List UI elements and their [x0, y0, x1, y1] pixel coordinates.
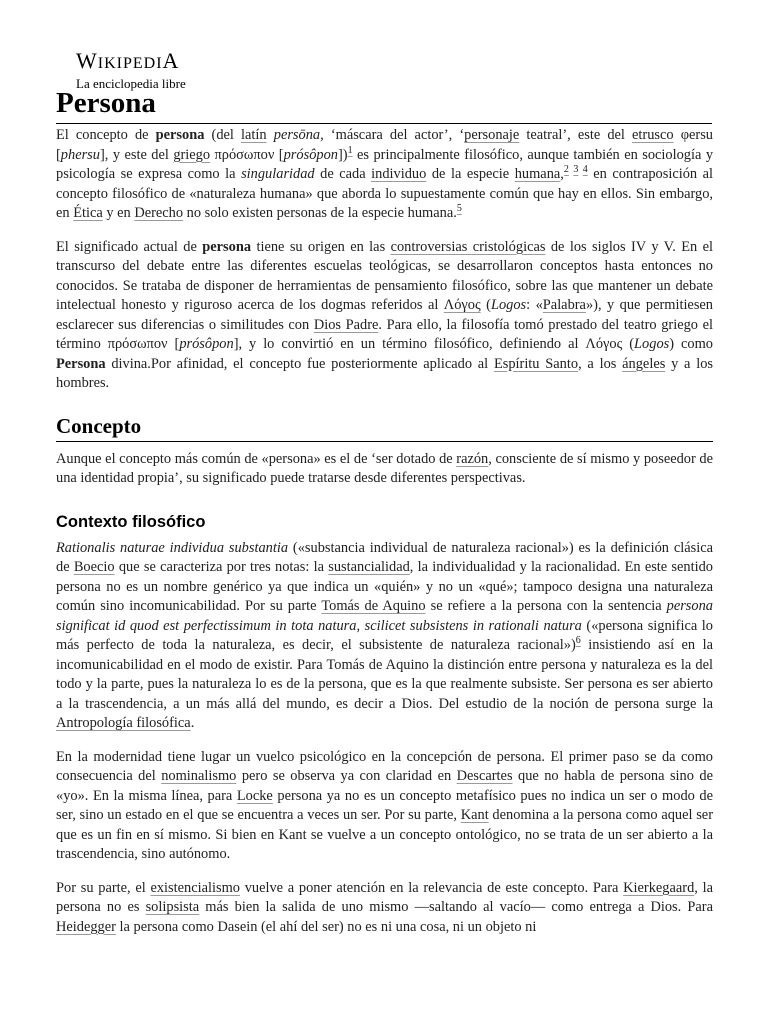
wikipedia-wordmark: WIKIPEDIA — [76, 48, 180, 73]
bold-term-persona: persona — [202, 238, 252, 255]
intro-paragraph-2: El significado actual de persona tiene su origen en las controversias cristológicas de los siglos IV y V. En el transcurso del debate entre las diferentes escuelas teológicas, se desarrollaron conceptos hasta entonces no conocidos. Se trataba de disponer de herramientas de pensamiento filosófico, sobre las que mantener un debate intelectual honesto y riguroso acerca de los dogmas referidos al Λόγος (Logos: «Palabra»), y que permitiesen esclarecer sus diferencias o similitudes con Dios Padre. Para ello, la filosofía tomó prestado del teatro griego el término πρόσωπον [prósôpon], y lo convirtió en un término filosófico, definiendo al Λόγος (Logos) como Persona divina.Por afinidad, el concepto fue posteriormente aplicado al Espíritu Santo, a los ángeles y a los hombres. — [56, 238, 714, 391]
link-razon[interactable]: razón — [456, 450, 489, 467]
page-title: Persona — [56, 84, 712, 124]
link-locke[interactable]: Locke — [236, 787, 273, 804]
link-griego[interactable]: griego — [173, 146, 211, 163]
link-sustancialidad[interactable]: sustancialidad — [328, 559, 410, 575]
link-tomas-de-aquino[interactable]: Tomás de Aquino — [321, 598, 426, 614]
subsection-heading-contexto-filosofico: Contexto filosófico — [56, 512, 206, 531]
intro-paragraph-1: El concepto de persona (del latín persōna, ‘máscara del actor’, ‘personaje teatral’, este del etrusco φersu [phersu], y este del griego πρόσωπον [prósôpon])$^1$ es principalmente filosófico, aunque también en sociología y psicología se expresa como la singularidad de cada individuo de la especie humana,$^{2 3 4}$ en contraposición al concepto filosófico de «naturaleza humana» que aborda lo supuestamente común que hay en ellos. Sin embargo, en Ética y en Derecho no solo existen personas de la especie humana.$^5$ — [56, 127, 714, 221]
wikipedia-tagline: La enciclopedia libre — [76, 76, 186, 91]
link-heidegger[interactable]: Heidegger — [56, 918, 116, 935]
bold-term-persona: persona — [155, 127, 205, 143]
link-antropologia-filosofica[interactable]: Antropología filosófica — [56, 715, 191, 731]
link-palabra[interactable]: Palabra — [542, 297, 586, 313]
section-heading-concepto: Concepto — [56, 412, 713, 442]
link-personaje[interactable]: personaje — [464, 127, 520, 143]
link-existencialismo[interactable]: existencialismo — [150, 879, 240, 896]
link-angeles[interactable]: ángeles — [622, 355, 666, 372]
reference-6[interactable]: 6 — [575, 635, 581, 646]
reference-5[interactable]: 5 — [456, 203, 462, 214]
link-descartes[interactable]: Descartes — [456, 768, 513, 784]
link-boecio[interactable]: Boecio — [73, 559, 115, 575]
reference-1[interactable]: 1 — [347, 144, 353, 156]
link-latin[interactable]: latín — [241, 127, 267, 143]
link-dios-padre[interactable]: Dios Padre — [313, 316, 379, 333]
link-logos[interactable]: Λόγος — [443, 297, 481, 313]
link-humana[interactable]: humana — [514, 166, 561, 182]
link-kierkegaard[interactable]: Kierkegaard — [623, 879, 695, 896]
contexto-paragraph-1: Rationalis naturae individua substantia («substancia individual de naturaleza racional») es la definición clásica de Boecio que se caracteriza por tres notas: la sustancialidad, la individualidad y la racionalidad. En este sentido persona no es un nombre genérico ya que indica un «quién» y no un «qué»; tampoco designa una naturaleza común sino incomunicabilidad. Por su parte Tomás de Aquino se refiere a la persona con la sentencia persona significat id quod est perfectissimum in tota natura, scilicet subsistens in rationali natura («persona significa lo más perfecto de toda la naturaleza, es decir, el subsistente de naturaleza racional»)$^6$ insistiendo así en la incomunicabilidad en el modo de existir. Para Tomás de Aquino la distinción entre persona y naturaleza es la del todo y la parte, pues la naturaleza lo es de la persona, que es la que realmente subsiste. Ser persona es ser abierto a la trascendencia, a un más allá del mundo, es decir a Dios. Del estudio de la noción de persona surge la Antropología filosófica. — [56, 539, 713, 731]
link-derecho[interactable]: Derecho — [134, 205, 184, 221]
link-nominalismo[interactable]: nominalismo — [161, 768, 237, 784]
reference-3[interactable]: 3 — [573, 164, 579, 175]
link-individuo[interactable]: individuo — [371, 166, 427, 182]
link-kant[interactable]: Kant — [460, 807, 489, 823]
bold-term-persona-divina: Persona — [56, 355, 106, 372]
link-espiritu-santo[interactable]: Espíritu Santo — [493, 355, 579, 372]
reference-2[interactable]: 2 — [563, 164, 569, 175]
concepto-paragraph: Aunque el concepto más común de «persona» es el de ‘ser dotado de razón, consciente de sí mismo y poseedor de una identidad propia’, su significado puede tratarse desde diferentes perspectivas. — [56, 450, 713, 486]
reference-4[interactable]: 4 — [582, 164, 588, 175]
article-body — [56, 126, 713, 951]
contexto-paragraph-3: Por su parte, el existencialismo vuelve a poner atención en la relevancia de este concepto. Para Kierkegaard, la persona no es solipsista más bien la salida de uno mismo —saltando al vacío— como entrega a Dios. Para Heidegger la persona como Dasein (el ahí del ser) no es ni una cosa, ni un objeto ni — [56, 879, 713, 935]
link-solipsista[interactable]: solipsista — [145, 899, 200, 915]
contexto-paragraph-2: En la modernidad tiene lugar un vuelco psicológico en la concepción de persona. El primer paso se da como consecuencia del nominalismo pero se observa ya con claridad en Descartes que no habla de persona sino de «yo». En la misma línea, para Locke persona ya no es un concepto metafísico pues no indica un ser o modo de ser, sino un estado en el que se encuentra a veces un ser. Por su parte, Kant denomina a la persona como aquel ser que es un fin en sí mismo. Si bien en Kant se vuelve a un concepto ontológico, no se trata de un ser abierto a la trascendencia, sino autónomo. — [56, 748, 713, 862]
link-etica[interactable]: Ética — [73, 205, 103, 221]
link-etrusco[interactable]: etrusco — [632, 127, 674, 143]
link-controversias-cristologicas[interactable]: controversias cristológicas — [390, 238, 546, 255]
